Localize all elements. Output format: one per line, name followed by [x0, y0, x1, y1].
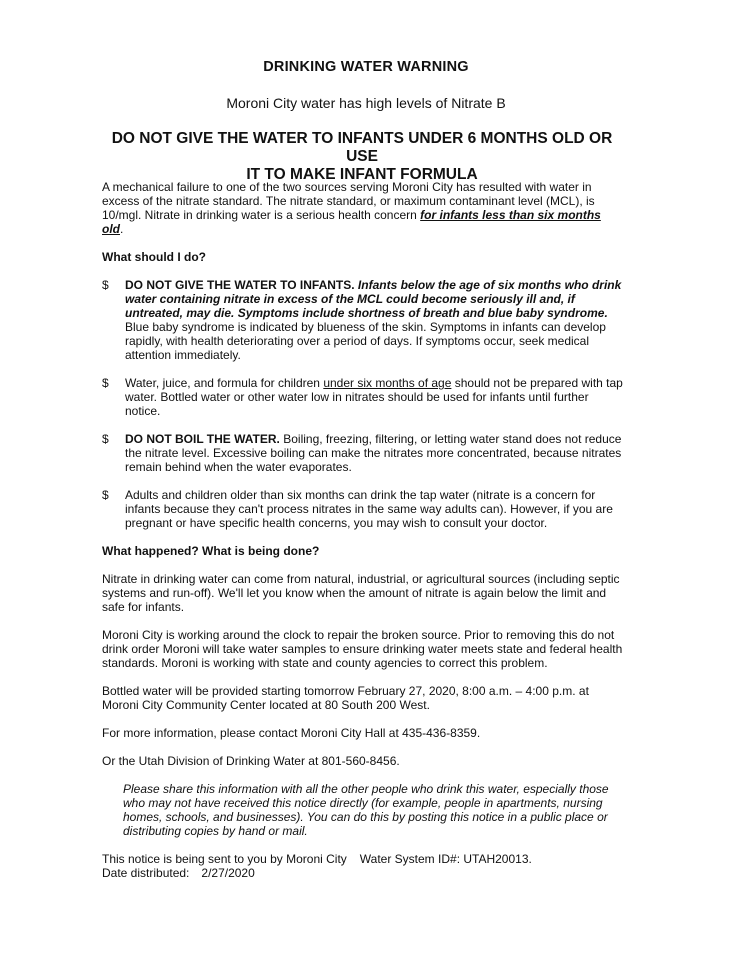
city-hall-contact: For more information, please contact Moroni City Hall at 435-436-8359. — [102, 726, 481, 740]
footer-date-label: Date distributed: — [102, 866, 190, 880]
bullet-3-rest: Boiling, freezing, filtering, or letting water stand does not reduce the nitrate level. Excessive boiling can make the nitrates more concentrated, because nitrates remain behind when the water evaporates. — [125, 432, 622, 474]
bullet-mark: $ — [102, 432, 109, 446]
bullet-1-rest: Blue baby syndrome is indicated by blueness of the skin. Symptoms in infants can develop rapidly, with health deteriorating over a period of days. If symptoms occur, seek medical attention immediately. — [125, 320, 606, 362]
intro-end: . — [120, 222, 124, 236]
notice-body — [102, 180, 624, 880]
what-to-do-heading: What should I do? — [102, 250, 206, 264]
bullet-text — [125, 432, 624, 474]
intro-text: A mechanical failure to one of the two sources serving Moroni City has resulted with water in excess of the nitrate standard. The nitrate standard, or maximum contaminant level (MCL), is 10/mgl. Nitrate in drinking water is a serious health concern — [102, 180, 595, 222]
intro-paragraph — [102, 180, 624, 236]
share-notice: Please share this information with all the other people who drink this water, especially those who may not have received this notice directly (for example, people in apartments, nursing homes, schools, and businesses). You can do this by posting this notice in a public place or distributing copies by hand or mail. — [123, 782, 609, 838]
repair-paragraph: Moroni City is working around the clock to repair the broken source. Prior to removing this do not drink order Moroni will take water samples to ensure drinking water meets state and federal health standards. Moroni is working with state and county agencies to correct this problem. — [102, 628, 623, 670]
bullet-2-post: should not be prepared with tap water. Bottled water or other water low in nitrates should be used for infants until further notice. — [125, 376, 623, 418]
footer-date-line — [102, 866, 624, 880]
notice-title: DRINKING WATER WARNING — [263, 59, 469, 75]
bullet-2-underline: under six months of age — [323, 376, 452, 390]
warning-headline-line-1: DO NOT GIVE THE WATER TO INFANTS UNDER 6 MONTHS OLD OR USE — [111, 130, 613, 165]
bullet-4-text: Adults and children older than six months can drink the tap water (nitrate is a concern for infants because they can't process nitrates in the same way adults can). However, if you are pregnant or have specific health concerns, you may wish to consult your doctor. — [125, 488, 613, 530]
bullet-item — [102, 376, 624, 418]
bullet-item — [102, 432, 624, 474]
bullet-1-bold-italic: Infants below the age of six months who drink water containing nitrate in excess of the MCL could become seriously ill and, if untreated, may die. Symptoms include shortness of breath and blue baby syndrome. — [125, 278, 622, 320]
notice-subtitle: Moroni City water has high levels of Nitrate B — [226, 95, 506, 111]
bullet-item — [102, 488, 624, 530]
bullet-item — [102, 278, 624, 362]
bullet-mark: $ — [102, 376, 109, 390]
bottled-water-paragraph: Bottled water will be provided starting tomorrow February 27, 2020, 8:00 a.m. – 4:00 p.m. at Moroni City Community Center located at 80 South 200 West. — [102, 684, 589, 712]
bullet-mark: $ — [102, 278, 109, 292]
bullet-text — [125, 376, 624, 418]
bullet-mark: $ — [102, 488, 109, 502]
bullet-1-bold: DO NOT GIVE THE WATER TO INFANTS. — [125, 278, 355, 292]
warning-headline — [100, 130, 624, 184]
nitrate-sources-paragraph: Nitrate in drinking water can come from natural, industrial, or agricultural sources (including septic systems and run-off). We'll let you know when the amount of nitrate is again below the limit and safe for infants. — [102, 572, 620, 614]
bullet-text — [125, 278, 624, 362]
footer-sent-line — [102, 852, 624, 866]
footer-date-value: 2/27/2020 — [201, 866, 255, 880]
state-contact: Or the Utah Division of Drinking Water at 801-560-8456. — [102, 754, 400, 768]
bullet-3-bold: DO NOT BOIL THE WATER. — [125, 432, 280, 446]
footer-sent-by: This notice is being sent to you by Moroni City — [102, 852, 347, 866]
warning-headline-line-2: IT TO MAKE INFANT FORMULA — [246, 166, 478, 183]
intro-emphasis: for infants less than six months old — [102, 208, 601, 236]
what-happened-heading: What happened? What is being done? — [102, 544, 320, 558]
bullet-2-pre: Water, juice, and formula for children — [125, 376, 324, 390]
footer-system-id: Water System ID#: UTAH20013. — [359, 852, 532, 866]
